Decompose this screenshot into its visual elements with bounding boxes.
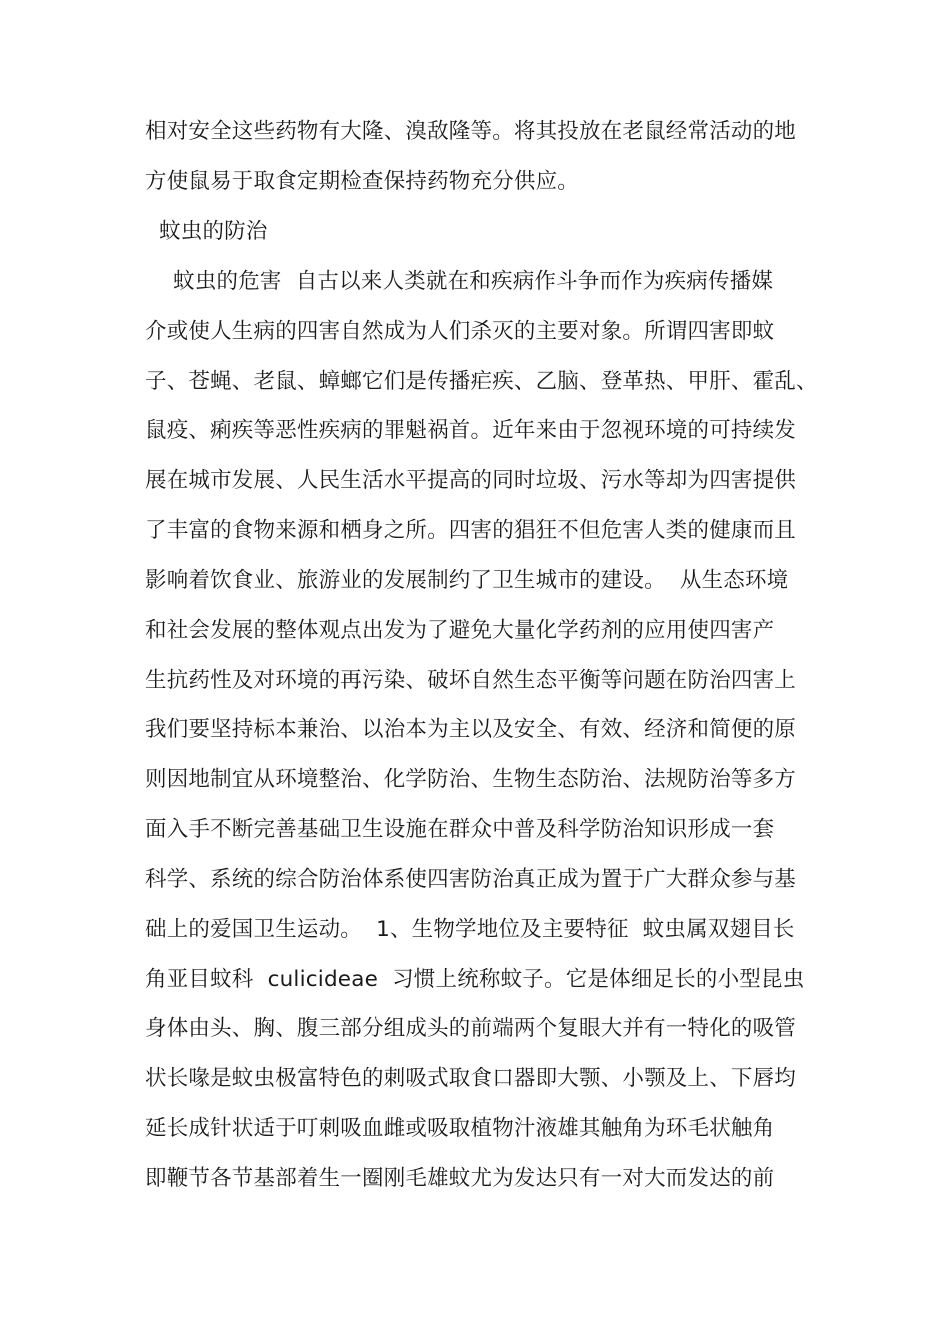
text-line: 蚊虫的危害 自古以来人类就在和疾病作斗争而作为疾病传播媒 bbox=[145, 269, 774, 294]
text-line: 影响着饮食业、旅游业的发展制约了卫生城市的建设。 从生态环境 bbox=[145, 568, 789, 593]
text-line: 子、苍蝇、老鼠、蟑螂它们是传播疟疾、乙脑、登革热、甲肝、霍乱、 bbox=[145, 369, 818, 394]
text-line: 身体由头、胸、腹三部分组成头的前端两个复眼大并有一特化的吸管 bbox=[145, 1016, 797, 1041]
section-heading: 蚊虫的防治 bbox=[145, 219, 268, 244]
text-line: 相对安全这些药物有大隆、溴敌隆等。将其投放在老鼠经常活动的地 bbox=[145, 119, 797, 144]
text-line: 鼠疫、痢疾等恶性疾病的罪魁祸首。近年来由于忽视环境的可持续发 bbox=[145, 418, 797, 443]
text-line: 础上的爱国卫生运动。 1、生物学地位及主要特征 蚊虫属双翅目长 bbox=[145, 917, 795, 942]
text-line: 了丰富的食物来源和栖身之所。四害的猖狂不但危害人类的健康而且 bbox=[145, 518, 797, 543]
text-line: 则因地制宜从环境整治、化学防治、生物生态防治、法规防治等多方 bbox=[145, 767, 797, 792]
text-line: 方使鼠易于取食定期检查保持药物充分供应。 bbox=[145, 169, 580, 194]
text-line: 我们要坚持标本兼治、以治本为主以及安全、有效、经济和简便的原 bbox=[145, 717, 797, 742]
text-line: 介或使人生病的四害自然成为人们杀灭的主要对象。所谓四害即蚊 bbox=[145, 319, 775, 344]
text-line: 面入手不断完善基础卫生设施在群众中普及科学防治知识形成一套 bbox=[145, 817, 775, 842]
text-line: 和社会发展的整体观点出发为了避免大量化学药剂的应用使四害产 bbox=[145, 618, 775, 643]
text-line: 延长成针状适于叮刺吸血雌或吸取植物汁液雄其触角为环毛状触角 bbox=[145, 1116, 775, 1141]
text-line: 状长喙是蚊虫极富特色的刺吸式取食口器即大颚、小颚及上、下唇均 bbox=[145, 1066, 797, 1091]
text-line: 角亚目蚊科 culicideae 习惯上统称蚊子。它是体细足长的小型昆虫 bbox=[145, 967, 805, 992]
text-line: 展在城市发展、人民生活水平提高的同时垃圾、污水等却为四害提供 bbox=[145, 468, 797, 493]
text-line: 即鞭节各节基部着生一圈刚毛雄蚊尤为发达只有一对大而发达的前 bbox=[145, 1166, 775, 1191]
text-line: 科学、系统的综合防治体系使四害防治真正成为置于广大群众参与基 bbox=[145, 867, 797, 892]
text-line: 生抗药性及对环境的再污染、破坏自然生态平衡等问题在防治四害上 bbox=[145, 668, 797, 693]
